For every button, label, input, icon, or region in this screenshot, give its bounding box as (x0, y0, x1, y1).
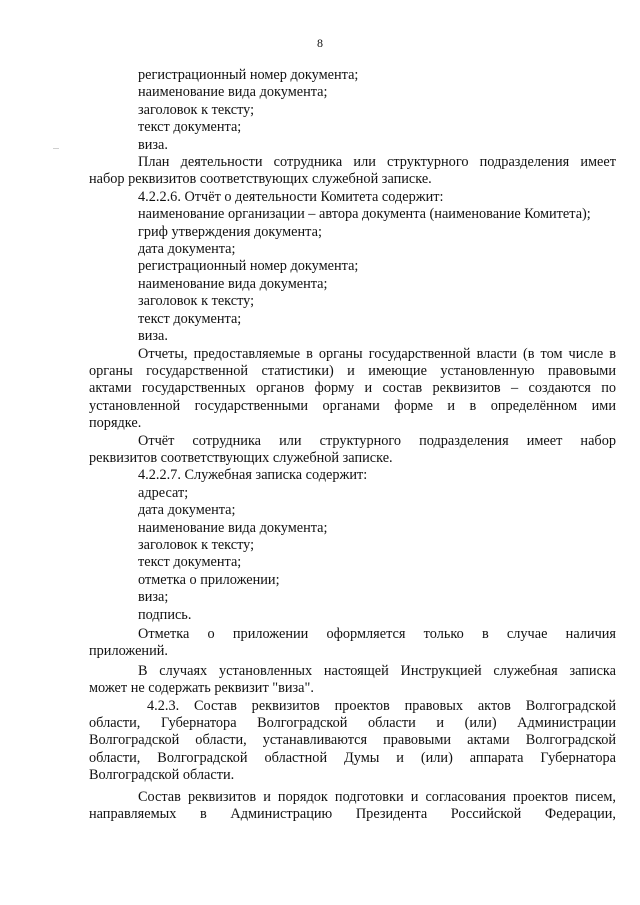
text-line: регистрационный номер документа; (138, 258, 359, 275)
text-line: виза. (138, 136, 168, 153)
text-line: виза; (138, 589, 169, 606)
text-line: 4.2.3. Состав реквизитов проектов правовых актов Волгоградской (147, 697, 616, 714)
text-line: подпись. (138, 606, 192, 623)
text-line: адресат; (138, 484, 189, 501)
text-line: Отчёт сотрудника или структурного подразделения имеет набор (138, 432, 616, 449)
text-line: области, Губернатора Волгоградской области и (или) Администрации (89, 715, 616, 732)
text-line: заголовок к тексту; (138, 101, 255, 118)
text-line: Состав реквизитов и порядок подготовки и согласования проектов писем, (138, 788, 616, 805)
text-line: текст документа; (138, 119, 242, 136)
text-line: может не содержать реквизит "виза". (89, 680, 314, 697)
text-line: наименование вида документа; (138, 275, 328, 292)
text-line: текст документа; (138, 554, 242, 571)
text-line: План деятельности сотрудника или структурного подразделения имеет (138, 154, 616, 171)
text-line: виза. (138, 328, 168, 345)
text-line: установленной государственными органами форме и в определённом ими (89, 397, 616, 414)
text-line: наименование организации – автора документа (наименование Комитета); (138, 206, 591, 223)
document-body (89, 67, 616, 823)
text-line: регистрационный номер документа; (138, 67, 359, 83)
text-line: текст документа; (138, 310, 242, 327)
text-line: отметка о приложении; (138, 571, 280, 588)
text-line: Волгоградской области. (89, 767, 235, 784)
margin-mark (53, 148, 59, 149)
text-line: наименование вида документа; (138, 519, 328, 536)
text-line: дата документа; (138, 241, 236, 258)
text-line: актами государственных органов форму и состав реквизитов – создаются по (89, 380, 616, 397)
text-line: порядке. (89, 415, 142, 432)
text-line: набор реквизитов соответствующих служебной записке. (89, 171, 432, 188)
text-line: приложений. (89, 643, 168, 660)
text-line: Отчеты, предоставляемые в органы государственной власти (в том числе в (138, 345, 616, 362)
text-line: органы государственной статистики) и имеющие установленную правовыми (89, 362, 616, 379)
text-line: заголовок к тексту; (138, 293, 255, 310)
text-line: 4.2.2.7. Служебная записка содержит: (138, 467, 368, 484)
text-line: Волгоградской области, устанавливаются правовыми актами Волгоградской (89, 732, 616, 749)
text-line: наименование вида документа; (138, 84, 328, 101)
text-line: области, Волгоградской областной Думы и (или) аппарата Губернатора (89, 749, 616, 766)
text-line: 4.2.2.6. Отчёт о деятельности Комитета содержит: (138, 188, 444, 205)
text-line: В случаях установленных настоящей Инструкцией служебная записка (138, 662, 616, 679)
page-number: 8 (317, 36, 323, 50)
text-line: дата документа; (138, 502, 236, 519)
text-line: направляемых в Администрацию Президента Российской Федерации, (89, 806, 616, 823)
text-line: гриф утверждения документа; (138, 223, 322, 240)
text-line: заголовок к тексту; (138, 536, 255, 553)
text-line: Отметка о приложении оформляется только в случае наличия (138, 626, 616, 642)
text-line: реквизитов соответствующих служебной записке. (89, 449, 393, 466)
